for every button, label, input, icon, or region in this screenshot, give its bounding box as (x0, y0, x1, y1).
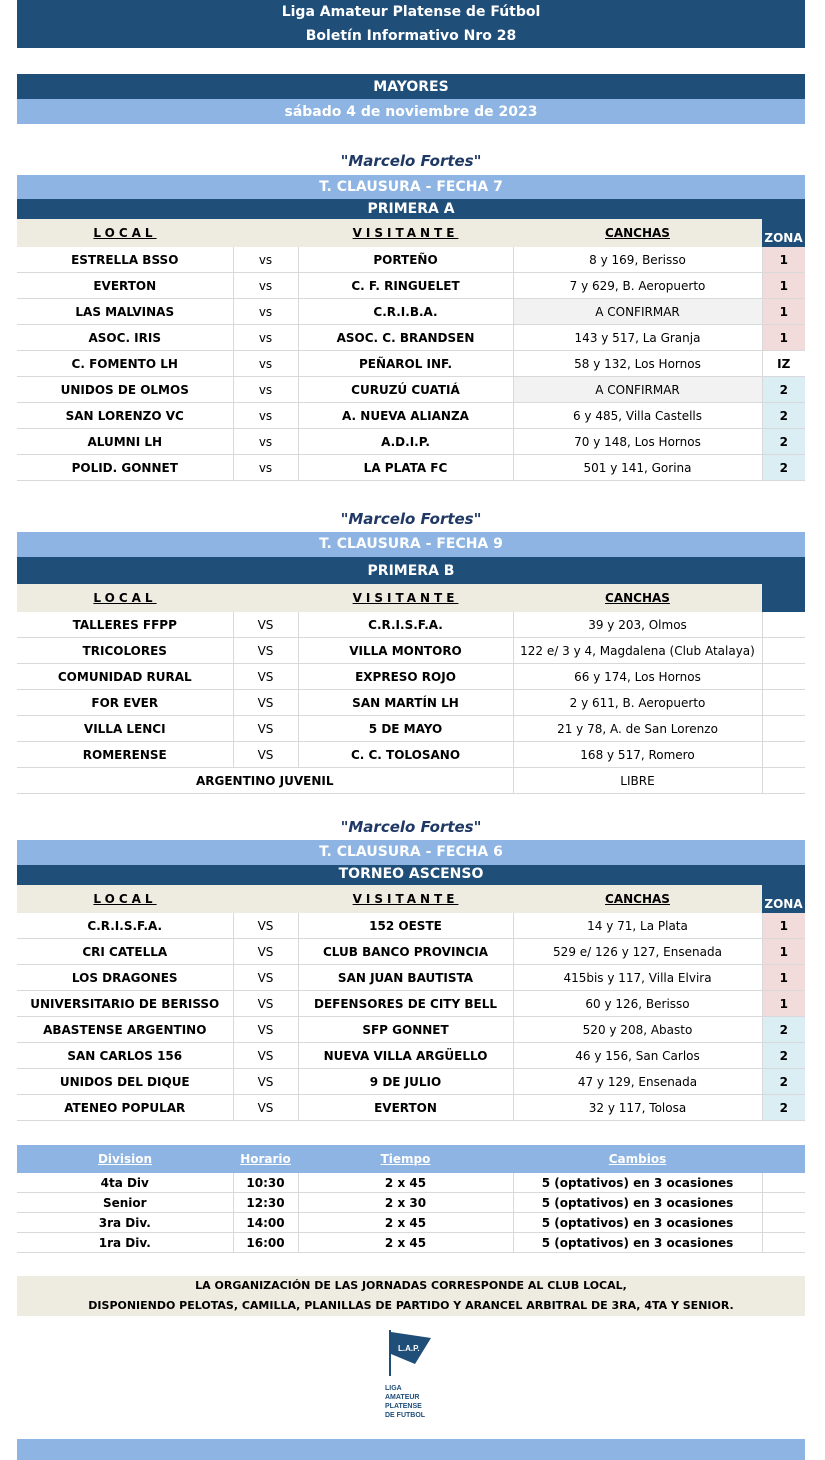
zone-badge: 1 (762, 325, 805, 351)
local-team: C. FOMENTO LH (17, 351, 233, 377)
venue: 8 y 169, Berisso (513, 247, 762, 273)
local-team: UNIDOS DEL DIQUE (17, 1069, 233, 1095)
visiting-team: VILLA MONTORO (298, 638, 513, 664)
vs-label: vs (233, 455, 298, 481)
match-row (17, 1069, 805, 1095)
local-team: ESTRELLA BSSO (17, 247, 233, 273)
venue: 32 y 117, Tolosa (513, 1095, 762, 1121)
venue: 70 y 148, Los Hornos (513, 429, 762, 455)
local-team: VILLA LENCI (17, 716, 233, 742)
local-team: C.R.I.S.F.A. (17, 913, 233, 939)
schedule-time: 10:30 (233, 1173, 298, 1193)
match-row (17, 351, 805, 377)
col-zona-blank (762, 584, 805, 612)
vs-label: vs (233, 403, 298, 429)
match-row (17, 664, 805, 690)
organization-note (17, 1276, 805, 1316)
zone-empty (762, 742, 805, 768)
zone-badge: 2 (762, 455, 805, 481)
match-row (17, 1017, 805, 1043)
match-date: sábado 4 de noviembre de 2023 (17, 99, 805, 124)
visiting-team: PORTEÑO (298, 247, 513, 273)
col-cambios: Cambios (513, 1145, 762, 1173)
venue: 520 y 208, Abasto (513, 1017, 762, 1043)
zone-empty (762, 690, 805, 716)
venue: 415bis y 117, Villa Elvira (513, 965, 762, 991)
venue: 168 y 517, Romero (513, 742, 762, 768)
division-title: PRIMERA A (17, 199, 805, 219)
schedule-duration: 2 x 45 (298, 1213, 513, 1233)
match-row (17, 1043, 805, 1069)
schedule-duration: 2 x 45 (298, 1233, 513, 1253)
section-subtitle: "Marcelo Fortes" (340, 818, 482, 836)
vs-label: VS (233, 742, 298, 768)
col-canchas: CANCHAS (513, 885, 762, 913)
visiting-team: EVERTON (298, 1095, 513, 1121)
match-row (17, 1095, 805, 1121)
category-title: MAYORES (17, 74, 805, 99)
venue: 60 y 126, Berisso (513, 991, 762, 1017)
schedule-empty (762, 1193, 805, 1213)
division-title: TORNEO ASCENSO (17, 865, 805, 885)
venue: 143 y 517, La Granja (513, 325, 762, 351)
match-row (17, 612, 805, 638)
visiting-team: 9 DE JULIO (298, 1069, 513, 1095)
fixture-table-torneo-ascenso (17, 885, 805, 1121)
visiting-team: SAN MARTÍN LH (298, 690, 513, 716)
schedule-division: Senior (17, 1193, 233, 1213)
col-canchas: CANCHAS (513, 219, 762, 247)
bye-row (17, 768, 805, 794)
vs-label: VS (233, 1095, 298, 1121)
local-team: CRI CATELLA (17, 939, 233, 965)
venue: 6 y 485, Villa Castells (513, 403, 762, 429)
schedule-substitutions: 5 (optativos) en 3 ocasiones (513, 1213, 762, 1233)
match-row (17, 991, 805, 1017)
col-local: LOCAL (17, 885, 233, 913)
local-team: ALUMNI LH (17, 429, 233, 455)
zone-empty (762, 612, 805, 638)
bye-status: LIBRE (513, 768, 762, 794)
match-row (17, 939, 805, 965)
col-division: Division (17, 1145, 233, 1173)
schedule-empty (762, 1233, 805, 1253)
vs-label: VS (233, 716, 298, 742)
zone-badge: 1 (762, 965, 805, 991)
venue: A CONFIRMAR (513, 299, 762, 325)
visiting-team: SFP GONNET (298, 1017, 513, 1043)
bye-team: ARGENTINO JUVENIL (17, 768, 513, 794)
local-team: EVERTON (17, 273, 233, 299)
vs-label: vs (233, 299, 298, 325)
match-row (17, 377, 805, 403)
vs-label: vs (233, 429, 298, 455)
vs-label: vs (233, 247, 298, 273)
col-visitante: VISITANTE (298, 219, 513, 247)
zone-empty (762, 638, 805, 664)
schedule-duration: 2 x 45 (298, 1173, 513, 1193)
section-subtitle: "Marcelo Fortes" (340, 510, 482, 528)
visiting-team: 152 OESTE (298, 913, 513, 939)
schedule-empty (762, 1173, 805, 1193)
schedule-row (17, 1213, 805, 1233)
visiting-team: PEÑAROL INF. (298, 351, 513, 377)
vs-label: VS (233, 965, 298, 991)
local-team: SAN CARLOS 156 (17, 1043, 233, 1069)
logo-line-2: AMATEUR (385, 1394, 420, 1401)
schedule-row (17, 1173, 805, 1193)
local-team: FOR EVER (17, 690, 233, 716)
visiting-team: C. F. RINGUELET (298, 273, 513, 299)
local-team: UNIVERSITARIO DE BERISSO (17, 991, 233, 1017)
schedule-substitutions: 5 (optativos) en 3 ocasiones (513, 1233, 762, 1253)
logo-flag-text: L.A.P. (398, 1344, 420, 1353)
zone-badge: 2 (762, 1095, 805, 1121)
local-team: COMUNIDAD RURAL (17, 664, 233, 690)
match-row (17, 273, 805, 299)
schedule-row (17, 1233, 805, 1253)
venue: 7 y 629, B. Aeropuerto (513, 273, 762, 299)
visiting-team: C.R.I.B.A. (298, 299, 513, 325)
tournament-title: T. CLAUSURA - FECHA 9 (17, 532, 805, 557)
schedule-row (17, 1193, 805, 1213)
zone-badge: 2 (762, 1017, 805, 1043)
col-local: LOCAL (17, 219, 233, 247)
vs-label: VS (233, 913, 298, 939)
vs-label: VS (233, 664, 298, 690)
local-team: LOS DRAGONES (17, 965, 233, 991)
schedule-substitutions: 5 (optativos) en 3 ocasiones (513, 1173, 762, 1193)
zone-badge: 1 (762, 273, 805, 299)
zone-badge: 2 (762, 429, 805, 455)
local-team: UNIDOS DE OLMOS (17, 377, 233, 403)
footer-bar (17, 1439, 805, 1460)
note-line-2: DISPONIENDO PELOTAS, CAMILLA, PLANILLAS DE PARTIDO Y ARANCEL ARBITRAL DE 3RA, 4TA Y SENIOR. (88, 1299, 734, 1312)
fixture-table-primera-b (17, 584, 805, 794)
local-team: ROMERENSE (17, 742, 233, 768)
venue: 2 y 611, B. Aeropuerto (513, 690, 762, 716)
col-horario: Horario (233, 1145, 298, 1173)
local-team: SAN LORENZO VC (17, 403, 233, 429)
zone-badge: 1 (762, 939, 805, 965)
venue: A CONFIRMAR (513, 377, 762, 403)
venue: 39 y 203, Olmos (513, 612, 762, 638)
schedule-time: 12:30 (233, 1193, 298, 1213)
local-team: POLID. GONNET (17, 455, 233, 481)
visiting-team: A.D.I.P. (298, 429, 513, 455)
vs-label: vs (233, 377, 298, 403)
schedule-substitutions: 5 (optativos) en 3 ocasiones (513, 1193, 762, 1213)
venue: 21 y 78, A. de San Lorenzo (513, 716, 762, 742)
visiting-team: CURUZÚ CUATIÁ (298, 377, 513, 403)
match-row (17, 403, 805, 429)
vs-label: VS (233, 1069, 298, 1095)
col-tiempo: Tiempo (298, 1145, 513, 1173)
visiting-team: DEFENSORES DE CITY BELL (298, 991, 513, 1017)
venue: 501 y 141, Gorina (513, 455, 762, 481)
zone-badge: 2 (762, 377, 805, 403)
schedule-time: 14:00 (233, 1213, 298, 1233)
vs-label: VS (233, 612, 298, 638)
zone-empty (762, 664, 805, 690)
vs-label: VS (233, 939, 298, 965)
zone-badge: IZ (762, 351, 805, 377)
vs-label: vs (233, 351, 298, 377)
flag-icon (383, 1328, 443, 1428)
match-row (17, 638, 805, 664)
schedule-table (17, 1145, 805, 1253)
col-visitante: VISITANTE (298, 885, 513, 913)
schedule-empty (762, 1213, 805, 1233)
match-row (17, 742, 805, 768)
venue: 14 y 71, La Plata (513, 913, 762, 939)
venue: 529 e/ 126 y 127, Ensenada (513, 939, 762, 965)
match-row (17, 716, 805, 742)
zone-empty (762, 716, 805, 742)
local-team: TRICOLORES (17, 638, 233, 664)
zone-badge: 2 (762, 1069, 805, 1095)
visiting-team: A. NUEVA ALIANZA (298, 403, 513, 429)
venue: 46 y 156, San Carlos (513, 1043, 762, 1069)
zone-badge: 1 (762, 913, 805, 939)
match-row (17, 690, 805, 716)
venue: 122 e/ 3 y 4, Magdalena (Club Atalaya) (513, 638, 762, 664)
fixture-table-primera-a (17, 219, 805, 481)
league-name: Liga Amateur Platense de Fútbol (281, 4, 541, 20)
col-zona: ZONA (762, 219, 805, 247)
venue: 47 y 129, Ensenada (513, 1069, 762, 1095)
visiting-team: C.R.I.S.F.A. (298, 612, 513, 638)
local-team: ABASTENSE ARGENTINO (17, 1017, 233, 1043)
match-row (17, 247, 805, 273)
visiting-team: NUEVA VILLA ARGÜELLO (298, 1043, 513, 1069)
match-row (17, 913, 805, 939)
vs-label: VS (233, 638, 298, 664)
venue: 66 y 174, Los Hornos (513, 664, 762, 690)
col-zona: ZONA (762, 885, 805, 913)
col-local: LOCAL (17, 584, 233, 612)
vs-label: vs (233, 273, 298, 299)
vs-label: VS (233, 1043, 298, 1069)
section-subtitle: "Marcelo Fortes" (340, 152, 482, 170)
col-canchas: CANCHAS (513, 584, 762, 612)
zone-badge: 1 (762, 991, 805, 1017)
local-team: ATENEO POPULAR (17, 1095, 233, 1121)
match-row (17, 455, 805, 481)
schedule-division: 4ta Div (17, 1173, 233, 1193)
bulletin-number: Boletín Informativo Nro 28 (305, 28, 517, 44)
vs-label: VS (233, 991, 298, 1017)
match-row (17, 299, 805, 325)
logo-line-1: LIGA (385, 1385, 402, 1392)
col-visitante: VISITANTE (298, 584, 513, 612)
league-logo (383, 1328, 443, 1428)
visiting-team: 5 DE MAYO (298, 716, 513, 742)
logo-line-3: PLATENSE (385, 1403, 422, 1410)
vs-label: vs (233, 325, 298, 351)
zone-badge: 2 (762, 403, 805, 429)
venue: 58 y 132, Los Hornos (513, 351, 762, 377)
tournament-title: T. CLAUSURA - FECHA 7 (17, 175, 805, 199)
visiting-team: SAN JUAN BAUTISTA (298, 965, 513, 991)
schedule-division: 1ra Div. (17, 1233, 233, 1253)
tournament-title: T. CLAUSURA - FECHA 6 (17, 840, 805, 865)
zone-badge: 1 (762, 247, 805, 273)
local-team: LAS MALVINAS (17, 299, 233, 325)
match-row (17, 965, 805, 991)
zone-empty (762, 768, 805, 794)
division-title: PRIMERA B (17, 557, 805, 584)
local-team: TALLERES FFPP (17, 612, 233, 638)
vs-label: VS (233, 690, 298, 716)
local-team: ASOC. IRIS (17, 325, 233, 351)
visiting-team: LA PLATA FC (298, 455, 513, 481)
visiting-team: C. C. TOLOSANO (298, 742, 513, 768)
bulletin-header (17, 0, 805, 48)
visiting-team: CLUB BANCO PROVINCIA (298, 939, 513, 965)
vs-label: VS (233, 1017, 298, 1043)
schedule-time: 16:00 (233, 1233, 298, 1253)
logo-line-4: DE FUTBOL (385, 1412, 426, 1419)
match-row (17, 429, 805, 455)
note-line-1: LA ORGANIZACIÓN DE LAS JORNADAS CORRESPONDE AL CLUB LOCAL, (195, 1279, 627, 1292)
visiting-team: EXPRESO ROJO (298, 664, 513, 690)
visiting-team: ASOC. C. BRANDSEN (298, 325, 513, 351)
schedule-division: 3ra Div. (17, 1213, 233, 1233)
schedule-duration: 2 x 30 (298, 1193, 513, 1213)
zone-badge: 2 (762, 1043, 805, 1069)
zone-badge: 1 (762, 299, 805, 325)
match-row (17, 325, 805, 351)
